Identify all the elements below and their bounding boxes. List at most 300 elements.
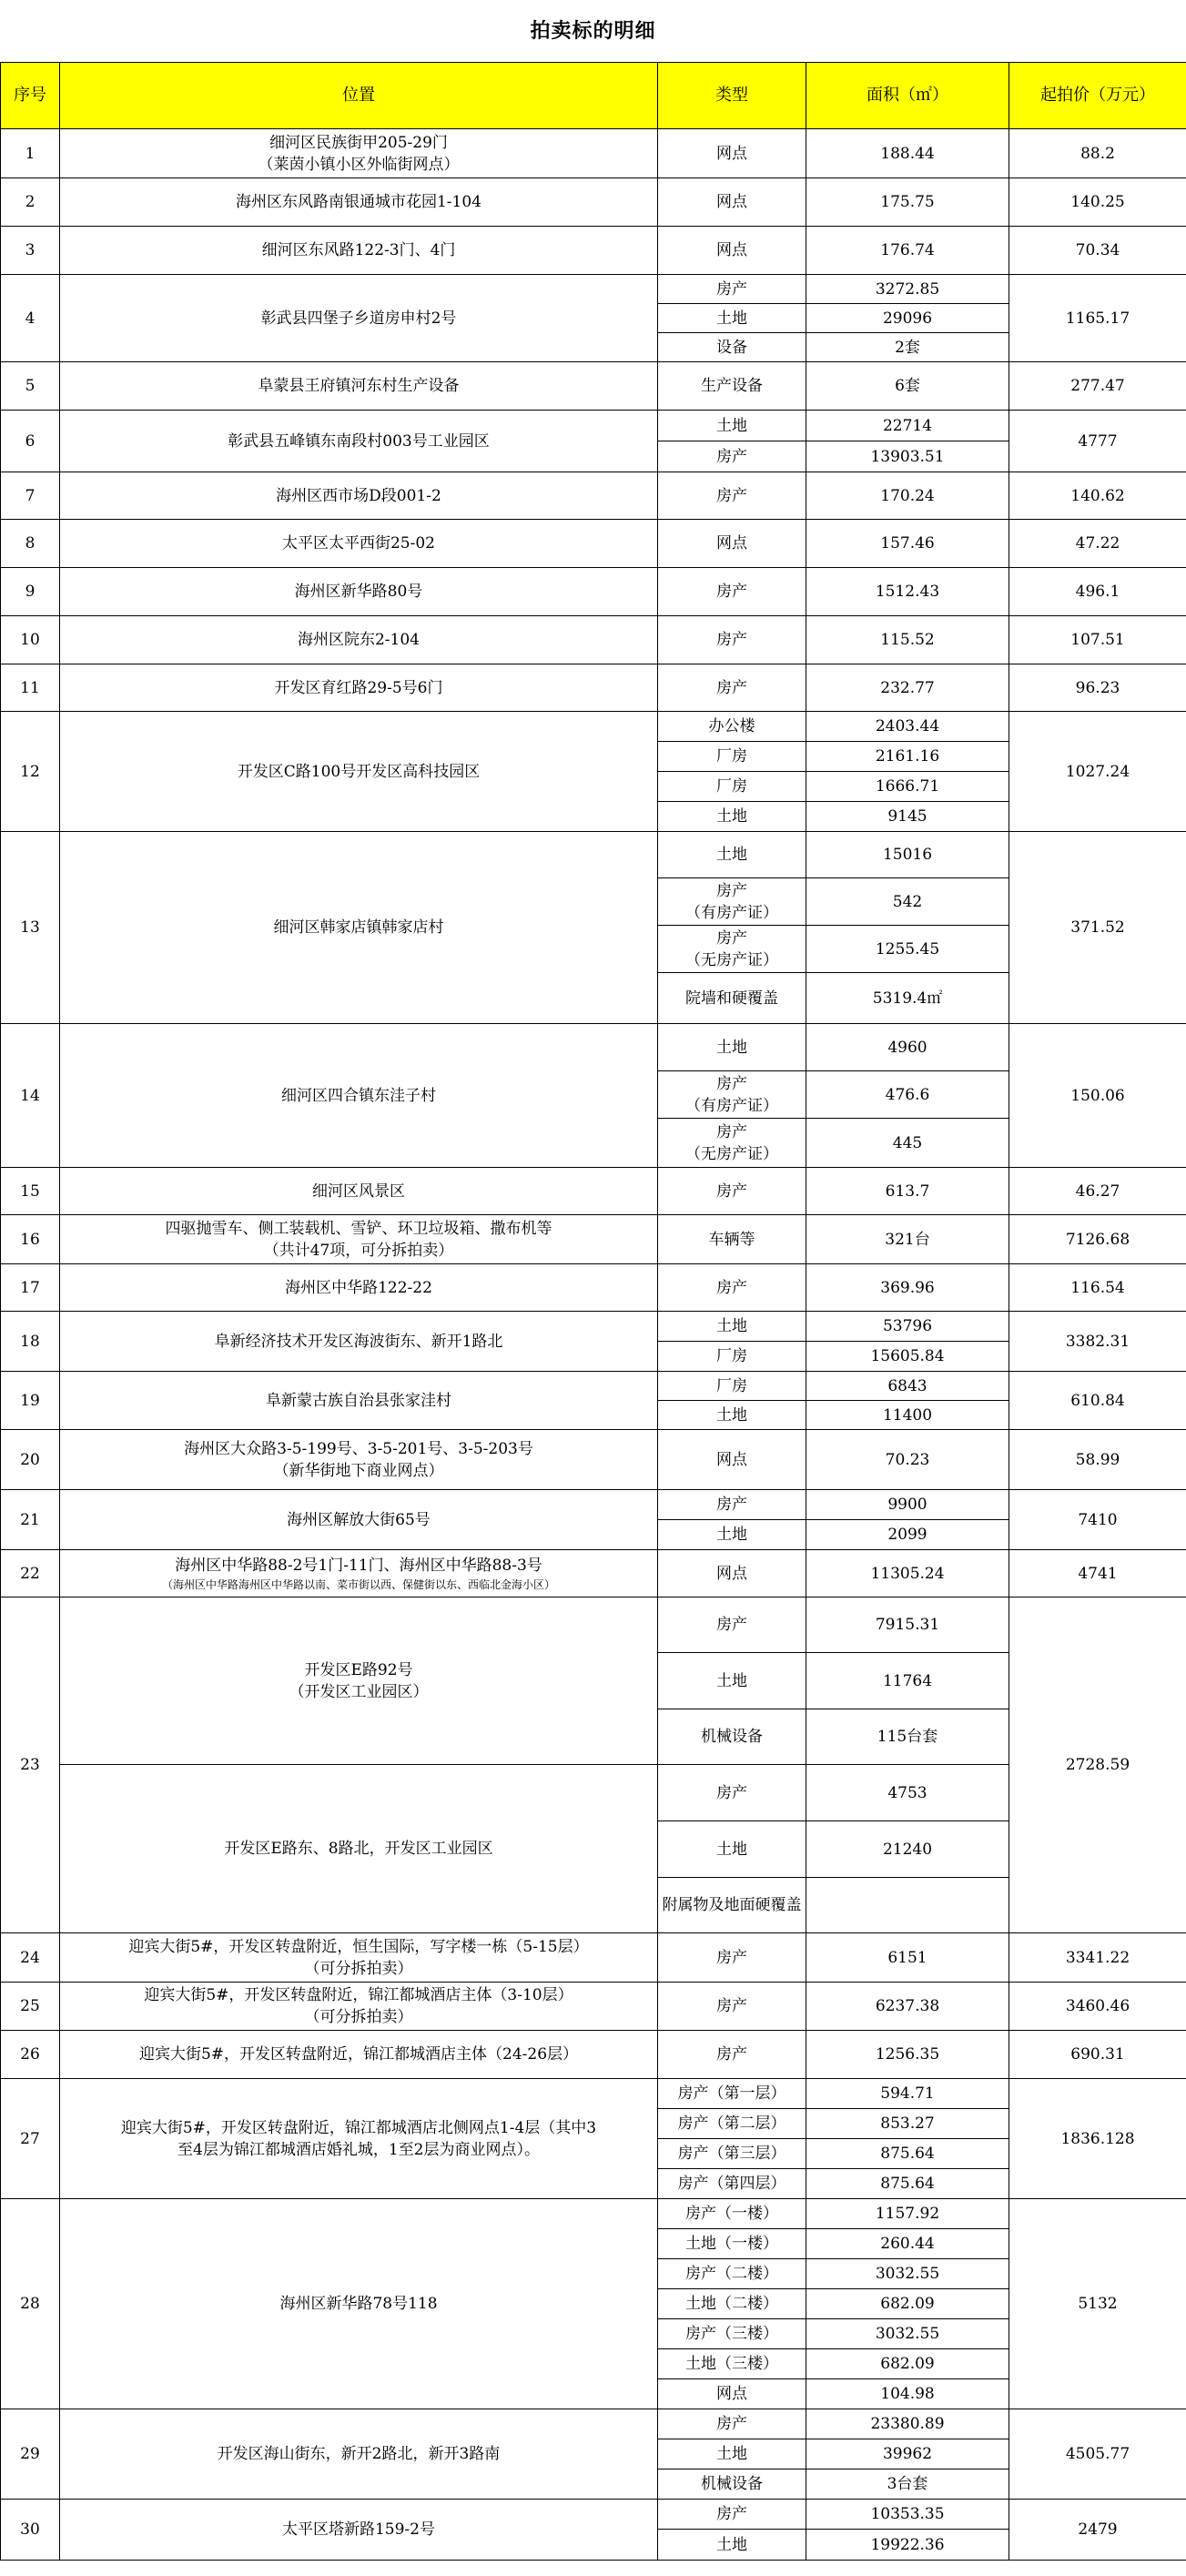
row-area: 2403.44 [806, 712, 1009, 742]
type-line: 土地（一楼） [685, 2235, 778, 2253]
row-price: 3460.46 [1009, 1983, 1186, 2031]
col-header-type: 类型 [658, 63, 806, 129]
row-type [658, 2470, 806, 2500]
type-line: 房产（第二层） [677, 2115, 786, 2133]
type-line: 房产（第一层） [677, 2084, 786, 2103]
row-type [658, 520, 806, 568]
table-row [1, 472, 1186, 520]
row-area: 260.44 [806, 2229, 1009, 2259]
row-type [658, 568, 806, 616]
row-price: 5132 [1009, 2199, 1186, 2409]
row-location [60, 616, 658, 664]
row-area: 19922.36 [806, 2530, 1009, 2561]
type-line: 网点 [716, 193, 747, 211]
table-row [1, 129, 1186, 178]
table-row [1, 2079, 1186, 2109]
col-header-no: 序号 [1, 63, 60, 129]
type-line: 网点 [716, 2385, 747, 2403]
row-location [60, 1312, 658, 1372]
location-line: （海州区中华路海州区中华路以南、菜市街以西、保健街以东、西临北金海小区） [161, 1577, 555, 1591]
row-location [60, 520, 658, 568]
row-number: 8 [1, 520, 60, 568]
row-location [60, 1168, 658, 1215]
row-price: 1836.128 [1009, 2079, 1186, 2199]
table-row [1, 2031, 1186, 2079]
location-line: （共计47项，可分拆拍卖） [263, 1241, 454, 1260]
table-row [1, 1597, 1186, 1653]
row-type [658, 362, 806, 411]
row-type [658, 441, 806, 472]
row-area: 13903.51 [806, 441, 1009, 472]
table-row [1, 1168, 1186, 1215]
row-area: 875.64 [806, 2139, 1009, 2169]
type-line: 土地 [716, 1405, 747, 1425]
table-row [1, 362, 1186, 411]
row-area: 176.74 [806, 227, 1009, 275]
row-price: 7410 [1009, 1490, 1186, 1550]
location-line: 太平区太平西街25-02 [281, 534, 435, 553]
type-line: 土地 [716, 1317, 747, 1335]
row-area: 170.24 [806, 472, 1009, 520]
location-line: 迎宾大街5#，开发区转盘附近，锦江都城酒店主体（24-26层） [138, 2045, 579, 2064]
row-number: 6 [1, 411, 60, 472]
row-type [658, 1071, 806, 1119]
row-type [658, 129, 806, 178]
row-type [658, 1653, 806, 1709]
row-price: 88.2 [1009, 129, 1186, 178]
row-number: 10 [1, 616, 60, 664]
row-area: 70.23 [806, 1430, 1009, 1490]
location-line: 海州区院东2-104 [297, 631, 420, 649]
location-line: 迎宾大街5#，开发区转盘附近，锦江都城酒店主体（3-10层） [144, 1986, 573, 2004]
row-number: 29 [1, 2409, 60, 2500]
type-line: 网点 [716, 241, 747, 259]
row-type [658, 2530, 806, 2561]
location-line: 细河区四合镇东洼子村 [281, 1086, 436, 1105]
type-line: 房产 [716, 1122, 747, 1141]
row-location [60, 362, 658, 411]
row-number: 22 [1, 1550, 60, 1597]
type-line: 房产 [716, 678, 747, 697]
row-area: 369.96 [806, 1264, 1009, 1312]
row-number: 13 [1, 832, 60, 1024]
row-number: 15 [1, 1168, 60, 1215]
type-line: 机械设备 [701, 1728, 763, 1746]
row-area: 321台 [806, 1215, 1009, 1264]
location-line: 海州区解放大街65号 [287, 1510, 431, 1529]
row-type [658, 772, 806, 802]
row-area: 2套 [806, 333, 1009, 362]
type-line: 车辆等 [708, 1230, 755, 1249]
table-row [1, 1490, 1186, 1520]
location-line: 至4层为锦江都城酒店婚礼城，1至2层为商业网点）。 [177, 2140, 540, 2159]
row-area: 682.09 [806, 2349, 1009, 2379]
row-number: 11 [1, 664, 60, 712]
row-type [658, 1342, 806, 1372]
row-type [658, 926, 806, 973]
table-row [1, 1215, 1186, 1264]
row-location [60, 1933, 658, 1983]
type-line: 土地 [716, 846, 747, 864]
type-line: 机械设备 [701, 2475, 763, 2493]
table-row [1, 664, 1186, 712]
row-area: 9900 [806, 1490, 1009, 1520]
type-line: 房产 [716, 486, 747, 505]
row-type [658, 1490, 806, 1520]
row-price: 116.54 [1009, 1264, 1186, 1312]
row-number: 28 [1, 2199, 60, 2409]
row-location [60, 568, 658, 616]
location-line: 海州区新华路78号118 [279, 2295, 438, 2313]
row-number: 26 [1, 2031, 60, 2079]
row-type [658, 1983, 806, 2031]
row-type [658, 1264, 806, 1312]
type-line: （有房产证） [685, 903, 778, 922]
location-line: 阜新经济技术开发区海波街东、新开1路北 [214, 1332, 503, 1351]
row-area: 6套 [806, 362, 1009, 411]
row-area: 115台套 [806, 1709, 1009, 1765]
type-line: （无房产证） [685, 1144, 778, 1163]
row-location [60, 1490, 658, 1550]
row-area: 157.46 [806, 520, 1009, 568]
row-price: 140.25 [1009, 178, 1186, 227]
row-location [60, 1983, 658, 2031]
table-row [1, 178, 1186, 227]
row-location [60, 832, 658, 1024]
row-type [658, 2229, 806, 2259]
location-line: 迎宾大街5#，开发区转盘附近，锦江都城酒店北侧网点1-4层（其中3 [120, 2118, 597, 2137]
table-row [1, 712, 1186, 742]
row-number: 12 [1, 712, 60, 832]
row-price: 3382.31 [1009, 1312, 1186, 1372]
row-area: 10353.35 [806, 2500, 1009, 2530]
location-line: （开发区工业园区） [289, 1682, 429, 1701]
row-location [60, 275, 658, 362]
type-line: 房产 [716, 1997, 747, 2015]
row-location [60, 178, 658, 227]
table-row [1, 832, 1186, 878]
type-line: 房产 [716, 2505, 747, 2523]
row-type [658, 2500, 806, 2530]
location-line: 海州区西市场D段001-2 [276, 486, 441, 505]
type-line: （无房产证） [685, 950, 778, 969]
table-row [1, 2500, 1186, 2530]
row-area: 11400 [806, 1401, 1009, 1430]
type-line: 生产设备 [701, 377, 763, 395]
row-number: 9 [1, 568, 60, 616]
table-row [1, 1024, 1186, 1071]
location-line: 细河区民族街甲205-29门 [269, 133, 448, 152]
type-line: 院墙和硬覆盖 [685, 989, 778, 1008]
row-type [658, 2109, 806, 2139]
row-price: 150.06 [1009, 1024, 1186, 1168]
row-location [60, 2409, 658, 2500]
row-area: 3台套 [806, 2470, 1009, 2500]
row-location [60, 1264, 658, 1312]
row-price: 96.23 [1009, 664, 1186, 712]
location-line: 海州区中华路88-2号1门-11门、海州区中华路88-3号 [175, 1556, 542, 1575]
location-line: 阜蒙县王府镇河东村生产设备 [258, 377, 460, 395]
row-type [658, 878, 806, 926]
row-price: 4777 [1009, 411, 1186, 472]
row-number: 24 [1, 1933, 60, 1983]
type-line: 网点 [716, 144, 747, 163]
row-price: 3341.22 [1009, 1933, 1186, 1983]
row-type [658, 1550, 806, 1597]
row-price: 70.34 [1009, 227, 1186, 275]
row-price: 4741 [1009, 1550, 1186, 1597]
row-type [658, 2439, 806, 2470]
row-area: 3032.55 [806, 2319, 1009, 2349]
table-row [1, 616, 1186, 664]
row-price: 47.22 [1009, 520, 1186, 568]
location-line: 海州区大众路3-5-199号、3-5-201号、3-5-203号 [184, 1439, 533, 1458]
location-line: 海州区中华路122-22 [285, 1278, 432, 1297]
location-line: 细河区风景区 [312, 1182, 405, 1201]
row-area: 4960 [806, 1024, 1009, 1071]
row-price: 4505.77 [1009, 2409, 1186, 2500]
location-line: 四驱抛雪车、侧工装载机、雪铲、环卫垃圾箱、撒布机等 [165, 1219, 552, 1238]
row-location [60, 712, 658, 832]
row-price: 371.52 [1009, 832, 1186, 1024]
type-line: 房产（第三层） [677, 2145, 786, 2163]
type-line: 土地 [716, 1038, 747, 1057]
row-area: 445 [806, 1119, 1009, 1168]
type-line: 厂房 [716, 777, 747, 796]
row-price: 107.51 [1009, 616, 1186, 664]
row-location [60, 2500, 658, 2561]
row-area: 188.44 [806, 129, 1009, 178]
location-line: （新华街地下商业网点） [273, 1461, 444, 1480]
row-type [658, 1520, 806, 1550]
row-area: 542 [806, 878, 1009, 926]
location-line: 细河区韩家店镇韩家店村 [273, 918, 444, 937]
row-location [60, 1430, 658, 1490]
row-location [60, 1550, 658, 1597]
row-location [60, 1024, 658, 1168]
row-number: 7 [1, 472, 60, 520]
type-line: 土地 [716, 309, 747, 328]
row-location [60, 1372, 658, 1430]
type-line: 房产 [716, 1278, 747, 1297]
type-line: 房产 [716, 2415, 747, 2433]
location-line: 开发区E路92号 [304, 1660, 413, 1679]
type-line: 土地 [716, 1671, 747, 1690]
type-line: 土地 [716, 2445, 747, 2463]
type-line: 房产 [716, 1783, 747, 1802]
table-row [1, 411, 1186, 441]
type-line: （有房产证） [685, 1096, 778, 1115]
row-area: 11305.24 [806, 1550, 1009, 1597]
row-number: 17 [1, 1264, 60, 1312]
header-row [1, 63, 1186, 129]
row-price: 46.27 [1009, 1168, 1186, 1215]
type-line: 房产 [716, 279, 747, 299]
row-type [658, 712, 806, 742]
row-number: 19 [1, 1372, 60, 1430]
row-type [658, 227, 806, 275]
type-line: 房产（二楼） [685, 2265, 778, 2283]
row-type [658, 1401, 806, 1430]
type-line: 厂房 [716, 1376, 747, 1395]
row-area: 9145 [806, 802, 1009, 832]
row-number: 14 [1, 1024, 60, 1168]
table-row [1, 1264, 1186, 1312]
type-line: 网点 [716, 1564, 747, 1583]
type-line: 房产 [716, 2045, 747, 2064]
row-type [658, 275, 806, 304]
row-price: 2728.59 [1009, 1597, 1186, 1933]
row-number: 30 [1, 2500, 60, 2561]
row-area: 3032.55 [806, 2259, 1009, 2289]
row-number: 23 [1, 1597, 60, 1933]
row-type [658, 616, 806, 664]
row-location [60, 1597, 658, 1765]
row-location [60, 2031, 658, 2079]
type-line: 房产 [716, 447, 747, 466]
type-line: 房产 [716, 583, 747, 601]
type-line: 房产 [716, 1074, 747, 1093]
row-type [658, 411, 806, 441]
row-type [658, 1430, 806, 1490]
row-type [658, 2139, 806, 2169]
row-location [60, 227, 658, 275]
row-area: 2161.16 [806, 742, 1009, 772]
row-area: 2099 [806, 1520, 1009, 1550]
type-line: 房产（第四层） [677, 2175, 786, 2193]
row-area: 6151 [806, 1933, 1009, 1983]
row-area: 39962 [806, 2439, 1009, 2470]
table-row [1, 275, 1186, 304]
row-type [658, 1765, 806, 1821]
row-type [658, 1709, 806, 1765]
row-number: 20 [1, 1430, 60, 1490]
row-number: 5 [1, 362, 60, 411]
row-type [658, 802, 806, 832]
row-price: 1165.17 [1009, 275, 1186, 362]
location-line: 开发区育红路29-5号6门 [274, 678, 443, 697]
table-row [1, 1983, 1186, 2031]
row-location [60, 2199, 658, 2409]
row-area: 232.77 [806, 664, 1009, 712]
row-type [658, 832, 806, 878]
location-line: 海州区东风路南银通城市花园1-104 [235, 193, 481, 211]
row-type [658, 1372, 806, 1401]
row-location [60, 664, 658, 712]
row-area: 22714 [806, 411, 1009, 441]
col-header-price: 起拍价（万元） [1009, 63, 1186, 129]
type-line: 土地 [716, 1840, 747, 1859]
row-type [658, 742, 806, 772]
location-line: 迎宾大街5#，开发区转盘附近，恒生国际，写字楼一栋（5-15层） [128, 1937, 589, 1956]
row-type [658, 1933, 806, 1983]
row-type [658, 333, 806, 362]
row-area: 875.64 [806, 2169, 1009, 2199]
row-type [658, 178, 806, 227]
row-price: 140.62 [1009, 472, 1186, 520]
row-number: 1 [1, 129, 60, 178]
page-title: 拍卖标的明细 [530, 19, 656, 43]
row-type [658, 1821, 806, 1878]
row-area: 115.52 [806, 616, 1009, 664]
location-line: （莱茵小镇小区外临街网点） [258, 155, 460, 174]
row-area: 15605.84 [806, 1342, 1009, 1372]
location-line: 海州区新华路80号 [294, 583, 423, 601]
table-row [1, 1933, 1186, 1983]
type-line: 房产 [716, 1948, 747, 1967]
row-location [60, 411, 658, 472]
col-header-location: 位置 [60, 63, 658, 129]
row-area: 6843 [806, 1372, 1009, 1401]
row-area: 29096 [806, 304, 1009, 333]
table-row [1, 1430, 1186, 1490]
row-area: 7915.31 [806, 1597, 1009, 1653]
row-type [658, 2199, 806, 2229]
row-type [658, 1119, 806, 1168]
row-area: 1666.71 [806, 772, 1009, 802]
table-row [1, 1765, 1186, 1821]
row-type [658, 973, 806, 1024]
row-price: 690.31 [1009, 2031, 1186, 2079]
row-area: 594.71 [806, 2079, 1009, 2109]
location-line: 开发区E路东、8路北，开发区工业园区 [224, 1840, 493, 1858]
row-location [60, 472, 658, 520]
row-number: 27 [1, 2079, 60, 2199]
row-area: 4753 [806, 1765, 1009, 1821]
row-type [658, 304, 806, 333]
row-price: 277.47 [1009, 362, 1186, 411]
table-row [1, 520, 1186, 568]
table-body [1, 129, 1186, 2561]
location-line: 太平区塔新路159-2号 [281, 2520, 435, 2539]
row-area: 5319.4㎡ [806, 973, 1009, 1024]
row-type [658, 2079, 806, 2109]
row-area: 175.75 [806, 178, 1009, 227]
row-area: 104.98 [806, 2379, 1009, 2409]
row-type [658, 472, 806, 520]
row-type [658, 2169, 806, 2199]
type-line: 房产 [716, 1182, 747, 1201]
type-line: 房产 [716, 631, 747, 649]
table-row [1, 1550, 1186, 1597]
row-area: 476.6 [806, 1071, 1009, 1119]
row-price: 1027.24 [1009, 712, 1186, 832]
table-row [1, 568, 1186, 616]
row-area: 613.7 [806, 1168, 1009, 1215]
type-line: 房产（一楼） [685, 2205, 778, 2223]
table-row [1, 2409, 1186, 2439]
type-line: 土地 [716, 416, 747, 435]
location-line: 开发区C路100号开发区高科技园区 [237, 762, 481, 781]
type-line: 办公楼 [708, 717, 755, 735]
row-area: 23380.89 [806, 2409, 1009, 2439]
row-type [658, 2319, 806, 2349]
table-row [1, 1372, 1186, 1401]
row-price: 2479 [1009, 2500, 1186, 2561]
row-number: 2 [1, 178, 60, 227]
location-line: 细河区东风路122-3门、4门 [261, 241, 456, 259]
type-line: 土地（二楼） [685, 2295, 778, 2313]
row-type [658, 2031, 806, 2079]
row-area: 1256.35 [806, 2031, 1009, 2079]
row-type [658, 2349, 806, 2379]
type-line: 附属物及地面硬覆盖 [662, 1896, 802, 1914]
table-row [1, 2199, 1186, 2229]
row-area: 15016 [806, 832, 1009, 878]
type-line: 设备 [716, 338, 747, 357]
row-number: 4 [1, 275, 60, 362]
location-line: 彰武县五峰镇东南段村003号工业园区 [228, 431, 490, 451]
